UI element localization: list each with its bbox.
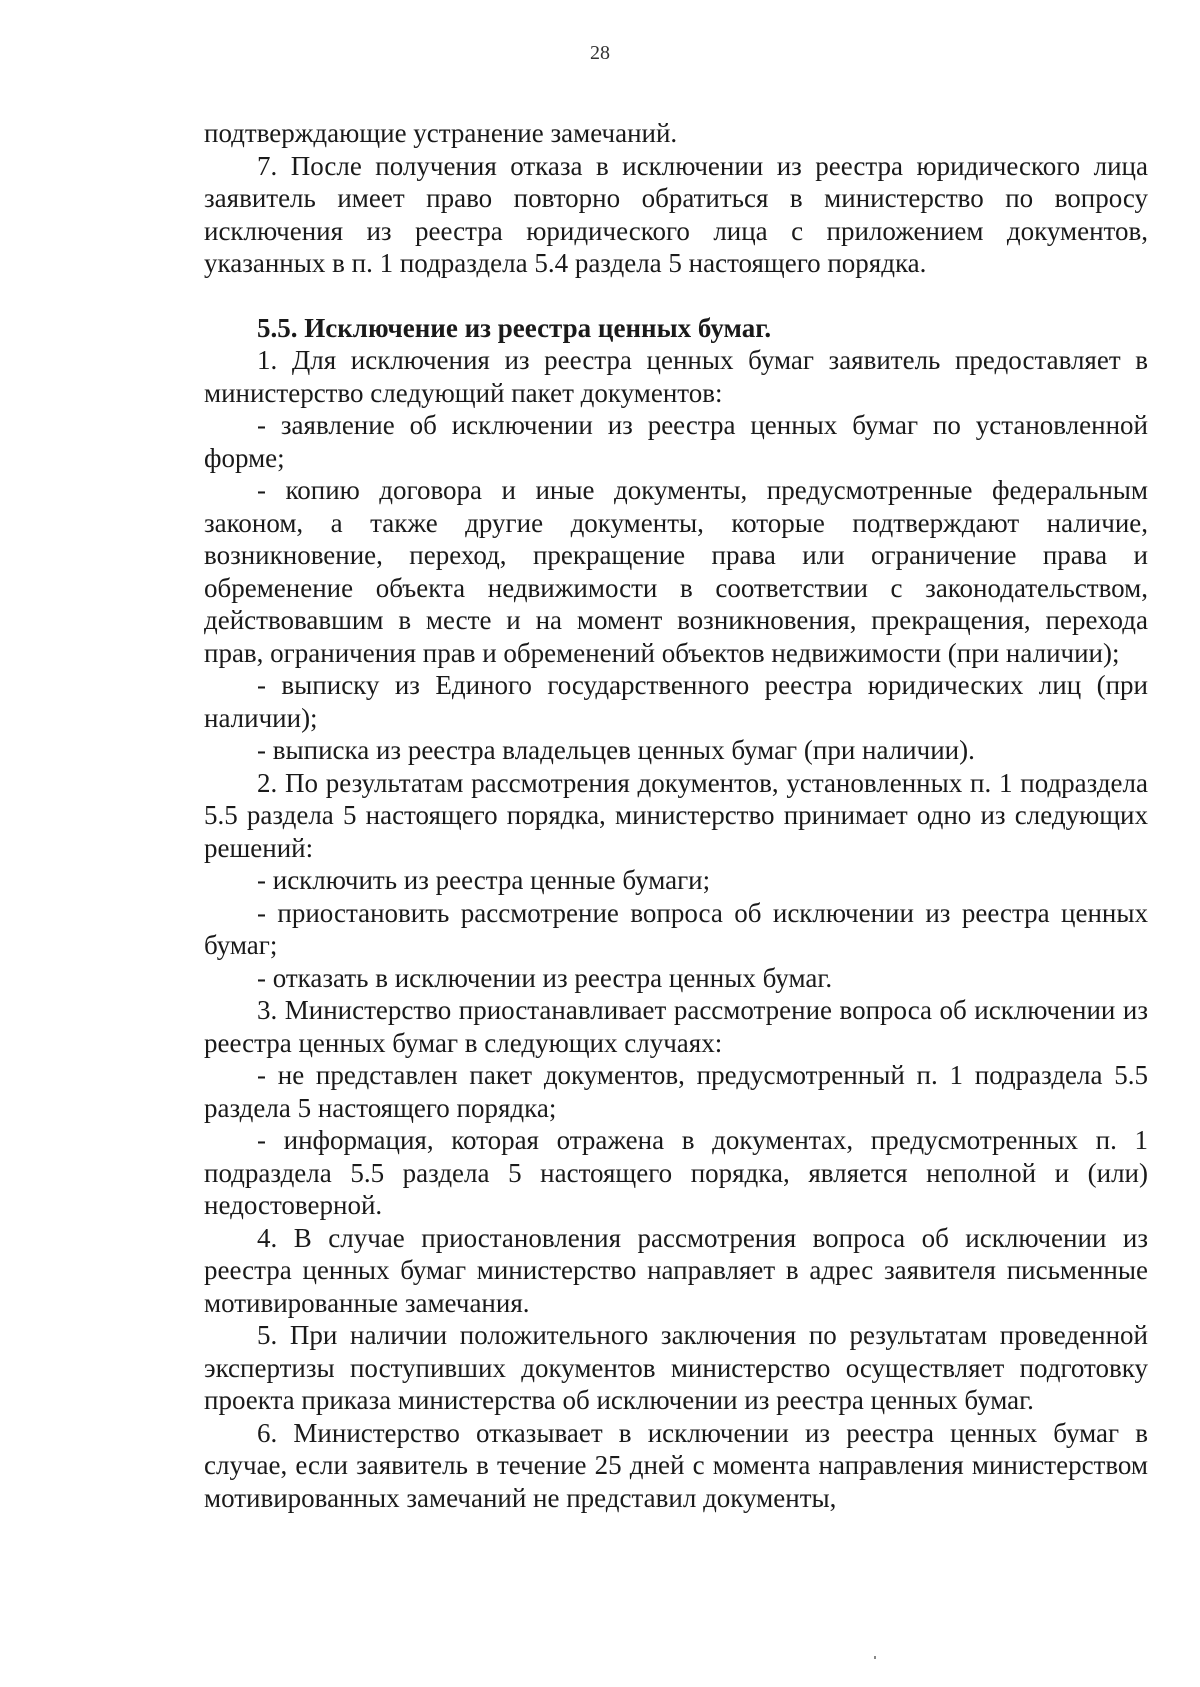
- paragraph-item-1: 1. Для исключения из реестра ценных бумаг заявитель предоставляет в министерство следующий пакет документов:: [204, 345, 1148, 408]
- list-item-holders-register-extract: - выписка из реестра владельцев ценных бумаг (при наличии).: [257, 735, 975, 765]
- section-heading: 5.5. Исключение из реестра ценных бумаг.: [257, 312, 772, 343]
- list-item-application: - заявление об исключении из реестра ценных бумаг по установленной форме;: [204, 410, 1148, 473]
- paragraph-item-7: 7. После получения отказа в исключении из реестра юридического лица заявитель имеет право повторно обратиться в министерство по вопросу исключения из реестра юридического лица с приложением документов, указанных в п. 1 подраздела 5.4 раздела 5 настоящего порядка.: [204, 150, 1148, 278]
- list-item-decision-suspend: - приостановить рассмотрение вопроса об исключении из реестра ценных бумаг;: [204, 897, 1148, 960]
- page-number: 28: [590, 42, 610, 64]
- list-item-egrul-extract: - выписку из Единого государственного реестра юридических лиц (при наличии);: [204, 670, 1148, 733]
- scan-speck: [874, 1656, 876, 1659]
- paragraph-item-4: 4. В случае приостановления рассмотрения вопроса об исключении из реестра ценных бумаг министерство направляет в адрес заявителя письменные мотивированные замечания.: [204, 1222, 1148, 1318]
- list-item-decision-refuse: - отказать в исключении из реестра ценных бумаг.: [257, 962, 833, 993]
- list-item-contract-copy: - копию договора и иные документы, предусмотренные федеральным законом, а также другие документы, которые подтверждают наличие, возникновение, переход, прекращение права или ограничение права и обременение объекта недвижимости в соответствии с законодательством, действовавшим в месте и на момент возникновения, прекращения, перехода прав, ограничения прав и обременений объектов недвижимости (при наличии);: [204, 475, 1148, 668]
- paragraph-item-5: 5. При наличии положительного заключения по результатам проведенной экспертизы поступивших документов министерство осуществляет подготовку проекта приказа министерства об исключении из реестра ценных бумаг.: [204, 1320, 1148, 1415]
- list-item-missing-documents: - не представлен пакет документов, предусмотренный п. 1 подраздела 5.5 раздела 5 настоящего порядка;: [204, 1060, 1148, 1123]
- list-item-decision-exclude: - исключить из реестра ценные бумаги;: [257, 865, 711, 895]
- paragraph-continuation: подтверждающие устранение замечаний.: [204, 118, 678, 148]
- paragraph-item-6: 6. Министерство отказывает в исключении из реестра ценных бумаг в случае, если заявитель в течение 25 дней с момента направления министерством мотивированных замечаний не представил документы,: [204, 1417, 1148, 1513]
- paragraph-item-2: 2. По результатам рассмотрения документов, установленных п. 1 подраздела 5.5 раздела 5 настоящего порядка, министерство принимает одно из следующих решений:: [204, 767, 1148, 863]
- list-item-incomplete-information: - информация, которая отражена в документах, предусмотренных п. 1 подраздела 5.5 раздела 5 настоящего порядка, является неполной и (или) недостоверной.: [204, 1125, 1148, 1220]
- document-body: [204, 117, 1148, 1514]
- paragraph-item-3: 3. Министерство приостанавливает рассмотрение вопроса об исключении из реестра ценных бумаг в следующих случаях:: [204, 995, 1148, 1058]
